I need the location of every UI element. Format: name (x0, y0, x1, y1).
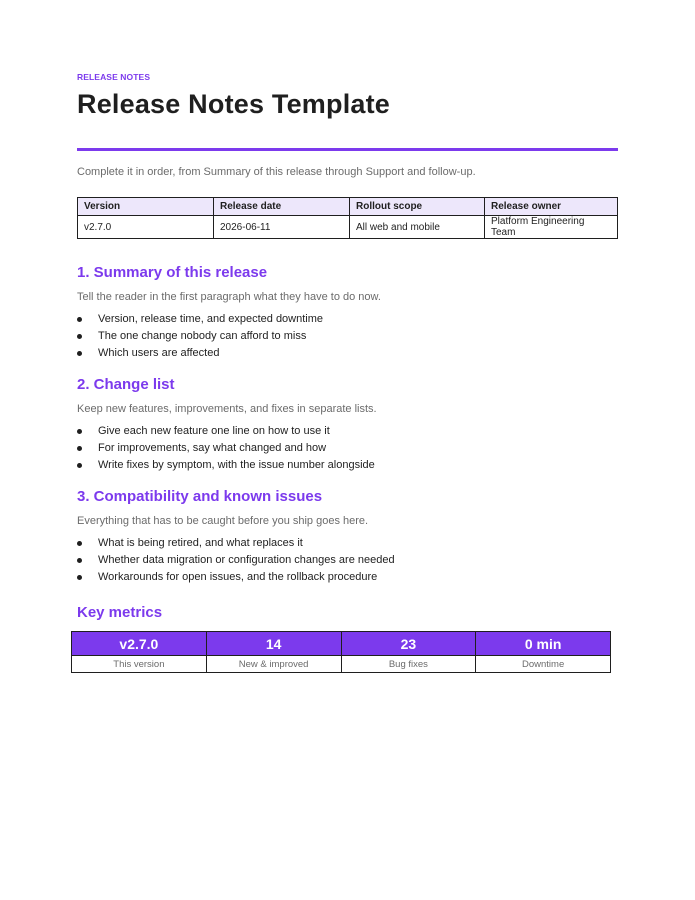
metric-label-downtime: Downtime (476, 656, 611, 673)
table-cell-release-date: 2026-06-11 (214, 216, 350, 239)
list-item-text: For improvements, say what changed and how (98, 442, 327, 454)
list-item-text: Workarounds for open issues, and the rollback procedure (98, 571, 378, 583)
key-metrics-table (71, 631, 611, 673)
list-item-text: Give each new feature one line on how to use it (98, 425, 330, 437)
list-item-text: The one change nobody can afford to miss (98, 330, 307, 342)
list-item (77, 457, 375, 474)
metrics-label-row (72, 656, 611, 673)
metric-label-bug-fixes: Bug fixes (341, 656, 476, 673)
doc-kicker: RELEASE NOTES (77, 72, 151, 82)
list-item (77, 535, 395, 552)
list-item-text: Write fixes by symptom, with the issue number alongside (98, 459, 375, 471)
release-info-table (77, 197, 618, 239)
section-heading-change-list: 2. Change list (77, 376, 175, 393)
bullet-icon (77, 334, 82, 339)
section-heading-compatibility: 3. Compatibility and known issues (77, 488, 323, 505)
list-item-text: Which users are affected (98, 347, 220, 359)
section-description-summary: Tell the reader in the first paragraph what they have to do now. (77, 291, 381, 303)
metrics-value-row (72, 632, 611, 656)
table-header-release-date: Release date (214, 198, 350, 216)
metric-value-bug-fixes: 23 (341, 632, 476, 656)
section-heading-key-metrics: Key metrics (77, 604, 163, 621)
list-item-text: What is being retired, and what replaces it (98, 537, 303, 549)
table-row (78, 216, 618, 239)
list-item (77, 440, 375, 457)
metric-value-version: v2.7.0 (72, 632, 207, 656)
bullet-icon (77, 463, 82, 468)
list-item-text: Whether data migration or configuration changes are needed (98, 554, 395, 566)
table-cell-version: v2.7.0 (78, 216, 214, 239)
table-header-rollout-scope: Rollout scope (350, 198, 485, 216)
metric-value-downtime: 0 min (476, 632, 611, 656)
table-header-row (78, 198, 618, 216)
metric-value-new-improved: 14 (206, 632, 341, 656)
bullet-icon (77, 541, 82, 546)
list-item-text: Version, release time, and expected downtime (98, 313, 324, 325)
bullet-icon (77, 429, 82, 434)
section-description-compatibility: Everything that has to be caught before you ship goes here. (77, 515, 369, 527)
table-header-release-owner: Release owner (485, 198, 618, 216)
bullet-list-summary (77, 311, 323, 362)
bullet-icon (77, 317, 82, 322)
metric-label-version: This version (72, 656, 207, 673)
list-item (77, 311, 323, 328)
bullet-icon (77, 558, 82, 563)
list-item (77, 569, 395, 586)
bullet-icon (77, 351, 82, 356)
table-cell-rollout-scope: All web and mobile (350, 216, 485, 239)
list-item (77, 423, 375, 440)
table-header-version: Version (78, 198, 214, 216)
bullet-list-compatibility (77, 535, 395, 586)
bullet-icon (77, 575, 82, 580)
list-item (77, 552, 395, 569)
list-item (77, 345, 323, 362)
list-item (77, 328, 323, 345)
page-title: Release Notes Template (77, 89, 391, 119)
table-cell-release-owner: Platform Engineering Team (485, 216, 618, 239)
bullet-icon (77, 446, 82, 451)
metric-label-new-improved: New & improved (206, 656, 341, 673)
section-heading-summary: 1. Summary of this release (77, 264, 268, 281)
bullet-list-change-list (77, 423, 375, 474)
section-description-change-list: Keep new features, improvements, and fixes in separate lists. (77, 403, 377, 415)
intro-text: Complete it in order, from Summary of this release through Support and follow-up. (77, 166, 476, 178)
title-divider (77, 148, 618, 151)
